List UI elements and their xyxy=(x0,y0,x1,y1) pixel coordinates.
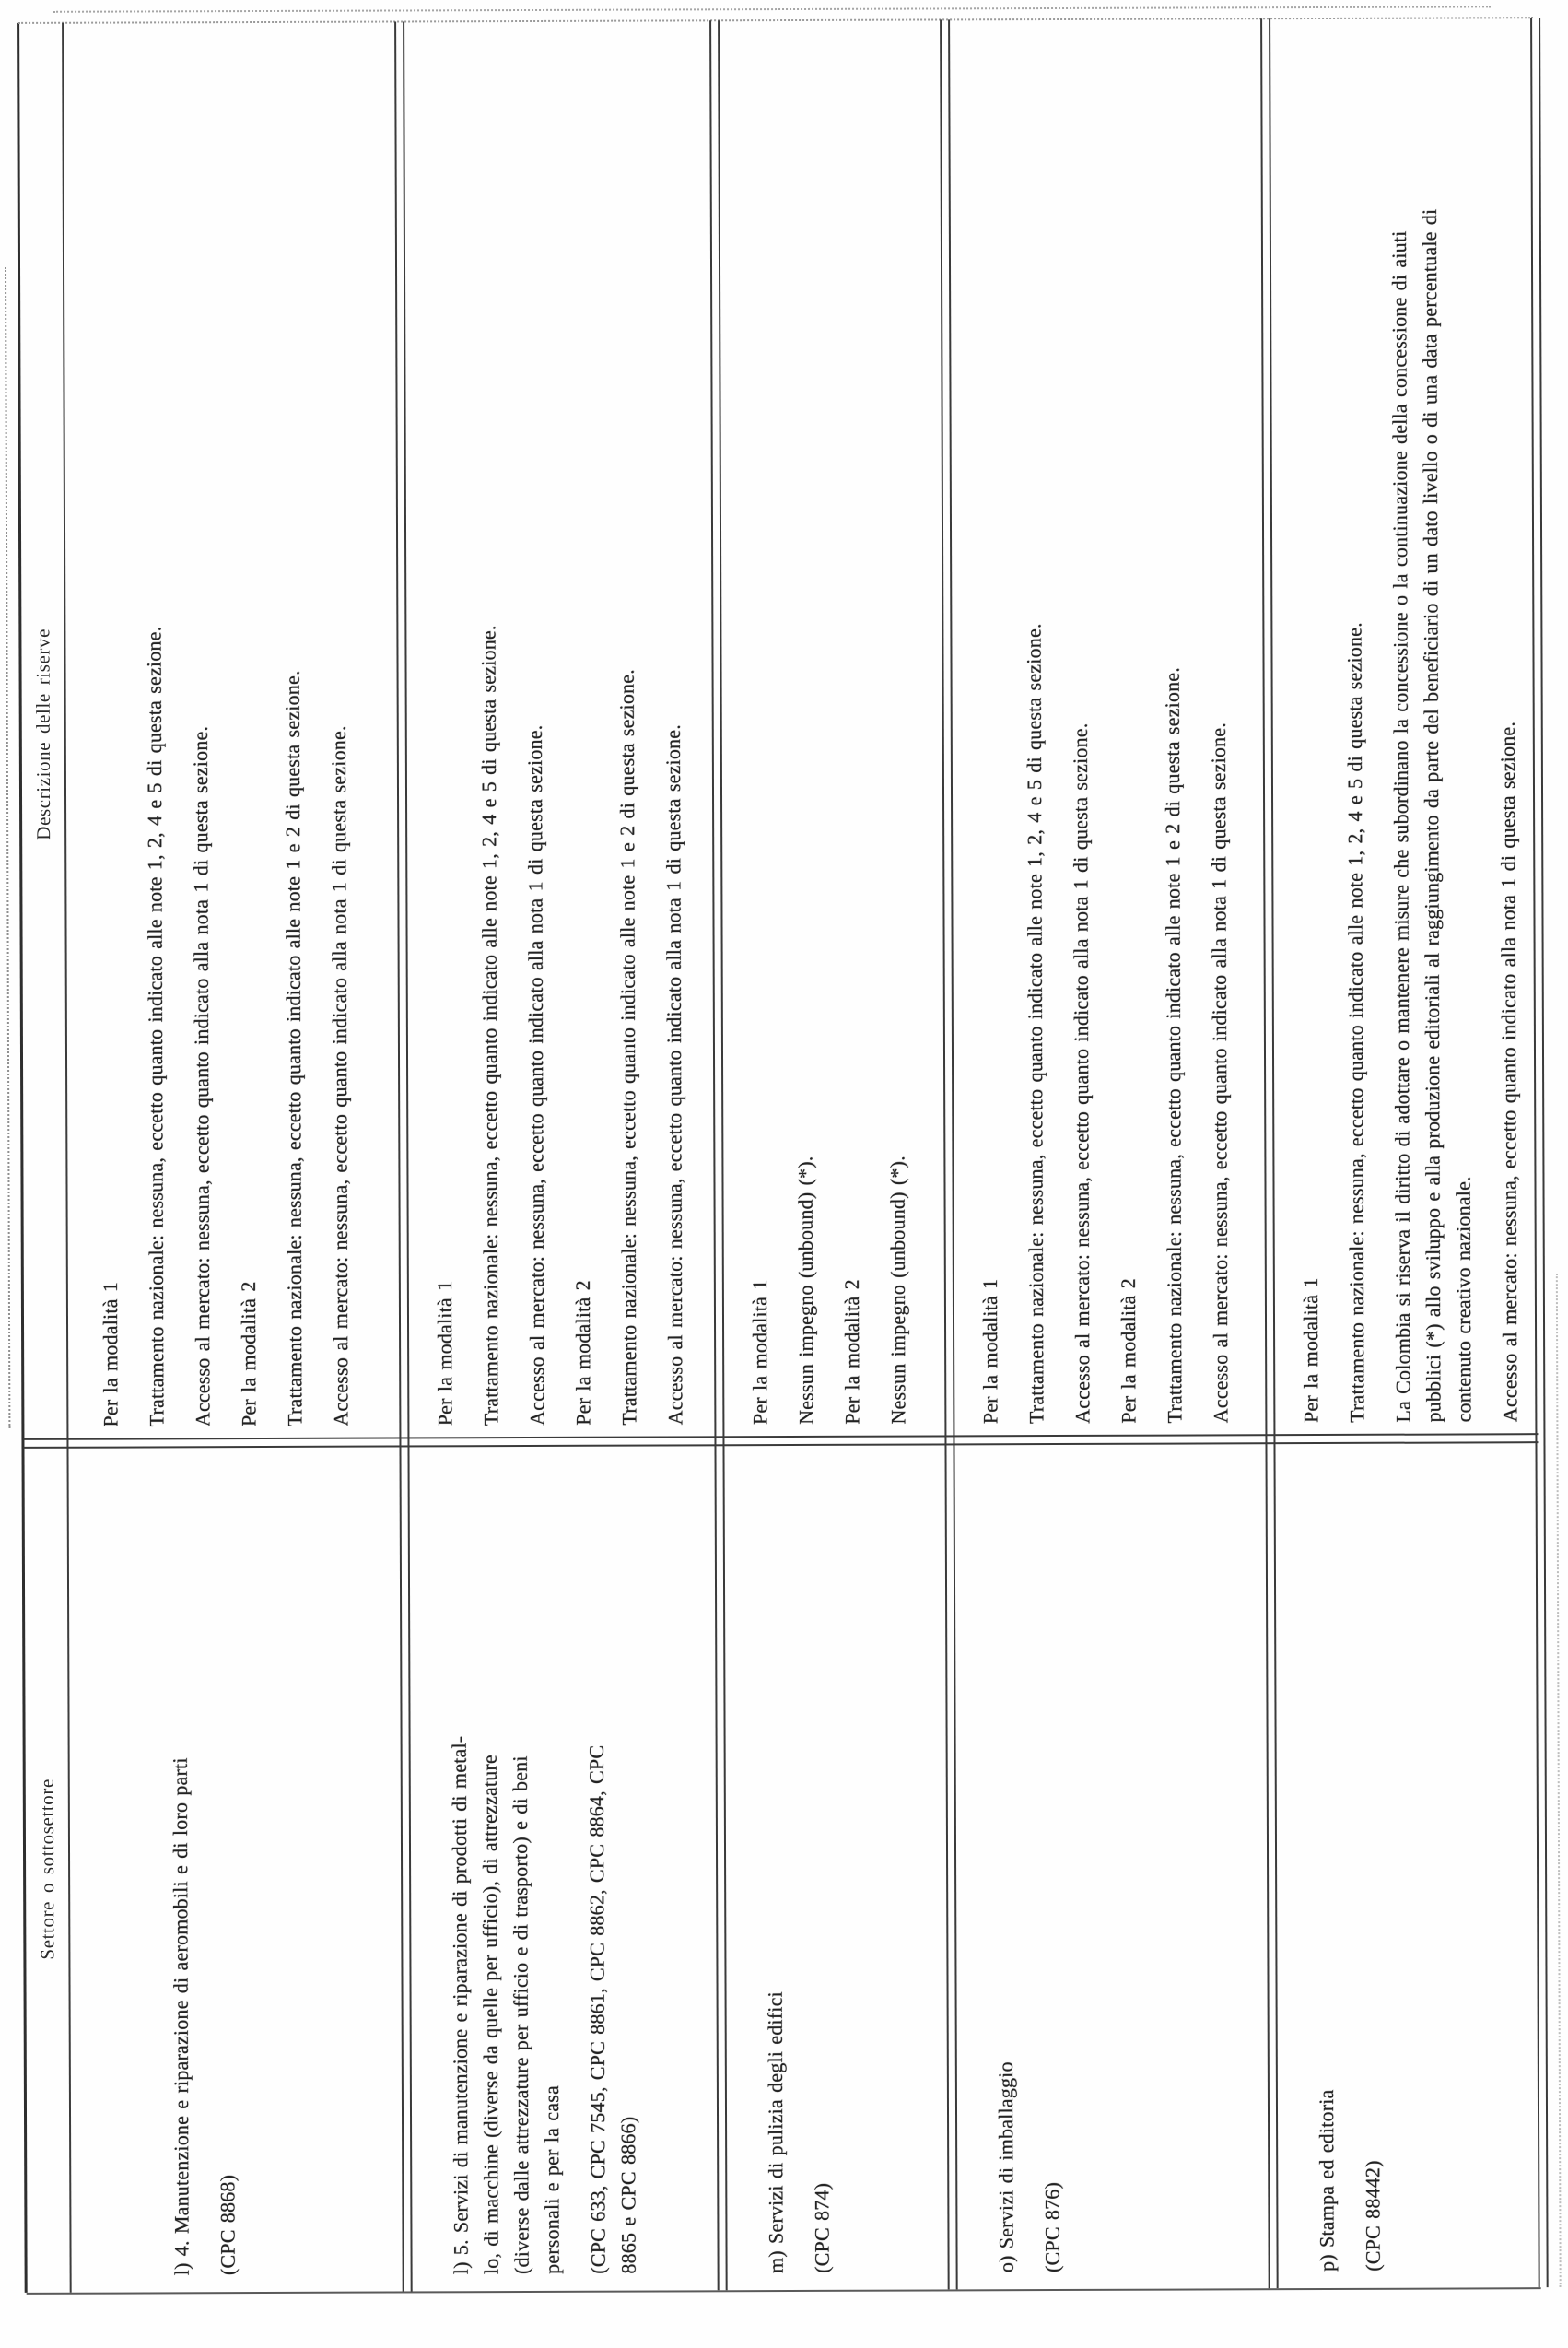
text-line: Accesso al mercato: nessuna, eccetto quanto indicato alla nota 1 di questa sezione. xyxy=(326,725,353,1426)
text-line: (CPC 8868) xyxy=(216,2174,240,2276)
text-line: o) Servizi di imballaggio xyxy=(993,2061,1018,2273)
sector-cell xyxy=(720,1442,946,2290)
text-line: Trattamento nazionale: nessuna, eccetto quanto indicato alle note 1, 2, 4 e 5 di questa sezione. xyxy=(1342,622,1369,1423)
paragraph xyxy=(1309,1463,1342,2272)
paragraph xyxy=(832,39,867,1425)
paragraph xyxy=(210,1467,243,2275)
paragraph xyxy=(90,41,125,1427)
paragraph xyxy=(786,39,821,1425)
paragraph xyxy=(609,40,644,1426)
text-line: l) 4. Manutenzione e riparazione di aeromobili e di loro parti xyxy=(168,1757,193,2276)
paragraph xyxy=(1035,1464,1068,2272)
text-line: Trattamento nazionale: nessuna, eccetto quanto indicato alle note 1, 2, 4 e 5 di questa sezione. xyxy=(1022,623,1048,1425)
paragraph xyxy=(740,39,775,1425)
paragraph xyxy=(517,40,552,1426)
scan-edge-artifact xyxy=(1556,1274,1562,2287)
text-line: Per la modalità 1 xyxy=(432,1280,457,1426)
text-line: (CPC 633, CPC 7545, CPC 8861, CPC 8862, CPC 8864, CPC xyxy=(584,1744,610,2274)
description-cell xyxy=(946,18,1264,1442)
text-line: Nessun impegno (unbound) (*). xyxy=(793,1156,818,1425)
text-line: Nessun impegno (unbound) (*). xyxy=(885,1156,910,1425)
text-line: l) 5. Servizi di manutenzione e riparazione di prodotti di metal- xyxy=(447,1735,473,2275)
scan-edge-artifact xyxy=(5,267,10,1428)
paragraph xyxy=(989,1464,1022,2272)
sector-cell xyxy=(405,1443,716,2291)
text-line: lo, di macchine (diverse da quelle per ufficio), di attrezzature xyxy=(477,1755,503,2275)
text-line: Accesso al mercato: nessuna, eccetto quanto indicato alla nota 1 di questa sezione. xyxy=(661,724,687,1426)
text-line: Accesso al mercato: nessuna, eccetto quanto indicato alla nota 1 di questa sezione. xyxy=(188,725,215,1427)
paragraph xyxy=(580,1466,644,2274)
description-cell xyxy=(716,19,943,1443)
paragraph xyxy=(1108,38,1143,1424)
paragraph xyxy=(970,38,1005,1424)
paragraph xyxy=(1016,38,1051,1424)
text-line: Per la modalità 2 xyxy=(1116,1278,1141,1424)
text-line: Accesso al mercato: nessuna, eccetto quanto indicato alla nota 1 di questa sezione. xyxy=(522,724,549,1426)
text-line: (CPC 874) xyxy=(810,2182,834,2273)
paragraph xyxy=(182,41,217,1426)
paragraph xyxy=(471,40,506,1426)
paragraph xyxy=(878,39,913,1425)
header-sector-column: Settore o sottosettore xyxy=(35,1779,58,1960)
text-line: La Colombia si riserva il diritto di adottare o mantenere misure che subordinano la concessione o la continuazione della concessione di aiuti xyxy=(1387,230,1415,1423)
description-cell xyxy=(66,22,398,1446)
paragraph xyxy=(1154,38,1189,1424)
paragraph xyxy=(136,41,171,1426)
paragraph xyxy=(758,1465,791,2273)
text-line: pubblici (*) allo sviluppo e alla produzione editoriali al raggiungimento da parte del beneficiario di un dato livello o di una data percentuale di xyxy=(1417,208,1445,1423)
sector-cell xyxy=(1271,1440,1537,2288)
text-line: (CPC 88442) xyxy=(1361,2160,1385,2272)
sector-cell xyxy=(71,1444,401,2292)
text-line: p) Stampa ed editoria xyxy=(1314,2089,1339,2272)
paragraph xyxy=(164,1467,197,2275)
text-line: Trattamento nazionale: nessuna, eccetto quanto indicato alle note 1 e 2 di questa sezione. xyxy=(1160,667,1187,1424)
text-line: Accesso al mercato: nessuna, eccetto quanto indicato alla nota 1 di questa sezione. xyxy=(1206,722,1233,1424)
text-line: (diverse dalle attrezzature per ufficio e di trasporto) e di beni xyxy=(508,1755,533,2275)
text-line: Per la modalità 1 xyxy=(977,1278,1002,1425)
text-line: Per la modalità 1 xyxy=(747,1279,772,1426)
paragraph xyxy=(228,41,263,1426)
paragraph xyxy=(443,1466,568,2274)
text-line: Trattamento nazionale: nessuna, eccetto quanto indicato alle note 1 e 2 di questa sezione. xyxy=(614,669,641,1426)
paragraph xyxy=(1062,38,1097,1424)
paragraph xyxy=(1200,37,1235,1423)
paragraph xyxy=(1383,36,1479,1422)
paragraph xyxy=(655,39,690,1425)
sector-cell xyxy=(951,1441,1267,2289)
scan-edge-artifact xyxy=(53,6,1491,12)
paragraph xyxy=(275,41,310,1426)
text-line: Accesso al mercato: nessuna, eccetto quanto indicato alla nota 1 di questa sezione. xyxy=(1068,722,1094,1424)
text-line: Per la modalità 2 xyxy=(236,1281,261,1427)
text-line: Per la modalità 1 xyxy=(98,1281,123,1427)
description-cell xyxy=(401,20,713,1444)
text-line: 8865 e CPC 8866) xyxy=(616,2116,640,2274)
paragraph xyxy=(804,1465,837,2273)
text-line: Trattamento nazionale: nessuna, eccetto quanto indicato alle note 1 e 2 di questa sezione. xyxy=(280,670,307,1426)
text-line: Trattamento nazionale: nessuna, eccetto quanto indicato alle note 1, 2, 4 e 5 di questa sezione. xyxy=(476,625,503,1426)
paragraph xyxy=(1291,37,1326,1423)
paragraph xyxy=(321,41,356,1426)
text-line: Per la modalità 2 xyxy=(839,1279,864,1425)
paragraph xyxy=(1337,37,1372,1423)
header-reserves-column: Descrizione delle riserve xyxy=(30,628,54,840)
text-line: m) Servizi di pulizia degli edifici xyxy=(763,1991,788,2274)
paragraph xyxy=(1490,36,1525,1422)
text-line: Per la modalità 1 xyxy=(1298,1277,1323,1424)
description-cell xyxy=(1267,18,1534,1441)
text-line: Per la modalità 2 xyxy=(570,1280,595,1426)
reservations-table xyxy=(18,18,1541,2293)
text-line: Accesso al mercato: nessuna, eccetto quanto indicato alla nota 1 di questa sezione. xyxy=(1495,721,1522,1423)
text-line: Trattamento nazionale: nessuna, eccetto quanto indicato alle note 1, 2, 4 e 5 di questa sezione. xyxy=(142,626,169,1427)
paragraph xyxy=(563,40,598,1426)
text-line: contenuto creativo nazionale. xyxy=(1451,1176,1476,1423)
paragraph xyxy=(1355,1463,1388,2272)
text-line: (CPC 876) xyxy=(1040,2181,1064,2273)
paragraph xyxy=(425,40,460,1426)
text-line: personali e per la casa xyxy=(539,2085,564,2274)
